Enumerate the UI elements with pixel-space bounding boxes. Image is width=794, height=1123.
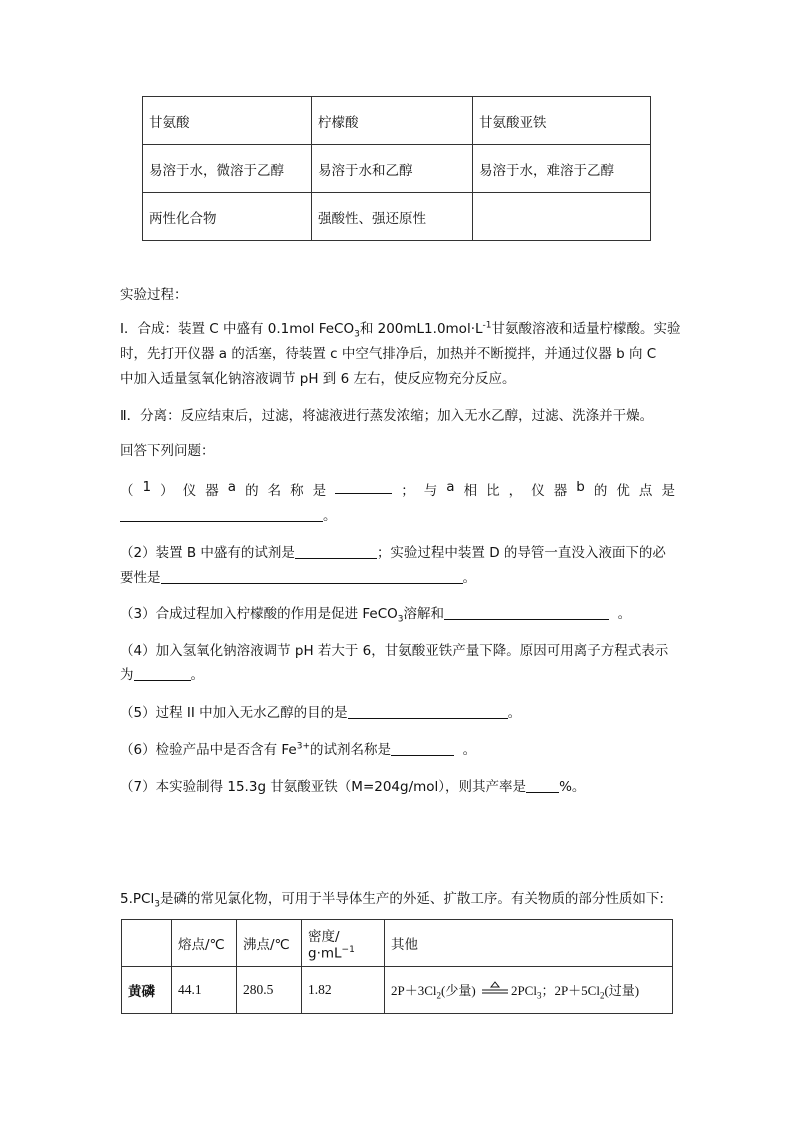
separation-line: Ⅱ．分离：反应结束后，过滤，将滤液进行蒸发浓缩；加入无水乙醇，过滤、洗涤并干燥。 — [120, 408, 654, 424]
superscript: -1 — [482, 320, 492, 331]
table-cell: 易溶于水，难溶于乙醇 — [473, 145, 651, 193]
text: I．合成：装置 C 中盛有 0.1mol FeCO — [120, 321, 355, 337]
question-2-cont — [120, 566, 476, 586]
text: 与 — [423, 483, 438, 499]
answer-blank[interactable] — [391, 741, 454, 756]
table-cell — [473, 193, 651, 241]
text: 为 — [120, 667, 134, 683]
text: (少量) — [441, 982, 476, 998]
text: 甘氨酸溶液和适量柠檬酸。实验 — [491, 321, 681, 337]
subscript: 3 — [397, 614, 404, 625]
text: （5）过程 II 中加入无水乙醇的目的是 — [120, 705, 348, 721]
text: b — [576, 479, 585, 495]
text: 。 — [507, 705, 522, 721]
question-3 — [120, 602, 631, 625]
text: （6）检验产品中是否含有 Fe — [120, 742, 297, 758]
text: 的试剂名称是 — [310, 742, 391, 758]
properties-table — [142, 96, 651, 241]
subscript: 2 — [599, 990, 605, 1001]
table-cell: 280.5 — [237, 967, 302, 1014]
question-4-cont — [120, 663, 204, 683]
text: %。 — [559, 779, 586, 795]
text: （7）本实验制得 15.3g 甘氨酸亚铁（M=204g/mol），则其产率是 — [120, 779, 527, 795]
table-cell — [385, 967, 673, 1014]
text: 相 — [463, 483, 478, 499]
subscript: 3 — [354, 329, 360, 340]
synthesis-line-1 — [120, 317, 681, 340]
synthesis-line-2: 时，先打开仪器 a 的活塞，待装置 c 中空气排净后，加热并不断搅拌，并通过仪器 b 向 C — [120, 346, 657, 362]
text: 器 — [553, 483, 568, 499]
answer-blank[interactable] — [134, 666, 191, 681]
table-cell: 44.1 — [172, 967, 237, 1014]
text: ） — [160, 483, 174, 499]
table-cell: 两性化合物 — [143, 193, 312, 241]
text: 。 — [462, 570, 476, 586]
text: 5.PCl — [120, 891, 155, 907]
text: 是 — [312, 483, 327, 499]
text: 2P＋3Cl — [391, 982, 437, 998]
text: （3）合成过程加入柠檬酸的作用是促进 FeCO — [120, 606, 398, 622]
text: a — [446, 479, 455, 495]
table-row — [143, 193, 651, 241]
text: 。 — [462, 742, 477, 758]
text: (过量) — [604, 982, 640, 998]
text: 仪 — [182, 483, 197, 499]
answer-blank[interactable] — [120, 507, 323, 522]
text: ；2P＋5Cl — [541, 982, 600, 998]
synthesis-line-3: 中加入适量氢氧化钠溶液调节 pH 到 6 左右，使反应物充分反应。 — [120, 371, 516, 387]
answer-blank[interactable] — [526, 778, 559, 793]
text: 的 — [245, 483, 259, 499]
text: 溶解和 — [403, 606, 444, 622]
table-header-cell — [302, 920, 385, 967]
problem-5-intro — [120, 887, 664, 910]
text: 2PCl — [510, 982, 537, 998]
question-6 — [120, 738, 476, 758]
answer-heading: 回答下列问题： — [120, 443, 215, 459]
answer-blank[interactable] — [348, 704, 508, 719]
text: 。 — [617, 606, 632, 622]
superscript: −1 — [341, 944, 355, 955]
table-header-cell: 沸点/℃ — [237, 920, 302, 967]
table-row — [143, 97, 651, 145]
text: 是磷的常见氯化物，可用于半导体生产的外延、扩散工序。有关物质的部分性质如下: — [159, 891, 664, 907]
answer-blank[interactable] — [444, 605, 609, 620]
question-7 — [120, 775, 585, 795]
table-cell: 柠檬酸 — [312, 97, 473, 145]
text: 仪 — [531, 483, 545, 499]
text: （ — [120, 483, 134, 499]
table-cell: 易溶于水和乙醇 — [312, 145, 473, 193]
table-header-cell — [122, 920, 172, 967]
table-header-row — [122, 920, 673, 967]
subscript: 2 — [436, 990, 442, 1001]
subscript: 3 — [154, 899, 160, 910]
text: ； — [401, 483, 415, 499]
question-2 — [120, 541, 666, 561]
question-1 — [120, 479, 675, 499]
question-4: （4）加入氢氧化钠溶液调节 pH 若大于 6，甘氨酸亚铁产量下降。原因可用离子方程式表示 — [120, 643, 669, 659]
text: 比 — [486, 483, 500, 499]
text: 器 — [205, 483, 219, 499]
text: 点 — [638, 483, 653, 499]
text: a — [227, 479, 237, 495]
table-cell: 强酸性、强还原性 — [312, 193, 473, 241]
text: 称 — [290, 483, 304, 499]
text: 1 — [142, 479, 152, 495]
table-header-cell: 熔点/℃ — [172, 920, 237, 967]
text: 的 — [593, 483, 608, 499]
text: ， — [508, 483, 523, 499]
superscript: 3+ — [296, 741, 310, 752]
text: （2）装置 B 中盛有的试剂是 — [120, 545, 295, 561]
answer-blank[interactable] — [161, 569, 463, 584]
text: 和 200mL1.0mol·L — [359, 321, 483, 337]
text: 要性是 — [120, 570, 161, 586]
answer-blank[interactable] — [335, 479, 392, 494]
text: 。 — [323, 508, 337, 524]
text: 是 — [661, 483, 675, 499]
pcl3-properties-table — [121, 919, 673, 1014]
table-row — [143, 145, 651, 193]
table-cell: 黄磷 — [122, 967, 172, 1014]
table-row — [122, 967, 673, 1014]
table-cell: 1.82 — [302, 967, 385, 1014]
process-heading: 实验过程： — [120, 287, 188, 303]
text: ；实验过程中装置 D 的导管一直没入液面下的必 — [376, 545, 666, 561]
question-1-cont — [120, 504, 337, 524]
text: 。 — [190, 667, 204, 683]
text: 名 — [267, 483, 282, 499]
table-header-cell: 其他 — [385, 920, 673, 967]
table-cell: 易溶于水，微溶于乙醇 — [143, 145, 312, 193]
heating-equals-icon — [479, 981, 511, 999]
text: 密度/ g·mL — [308, 928, 342, 962]
subscript: 3 — [536, 990, 542, 1001]
question-5 — [120, 701, 521, 721]
text: 优 — [616, 483, 630, 499]
table-cell: 甘氨酸 — [143, 97, 312, 145]
answer-blank[interactable] — [295, 544, 377, 559]
table-cell: 甘氨酸亚铁 — [473, 97, 651, 145]
